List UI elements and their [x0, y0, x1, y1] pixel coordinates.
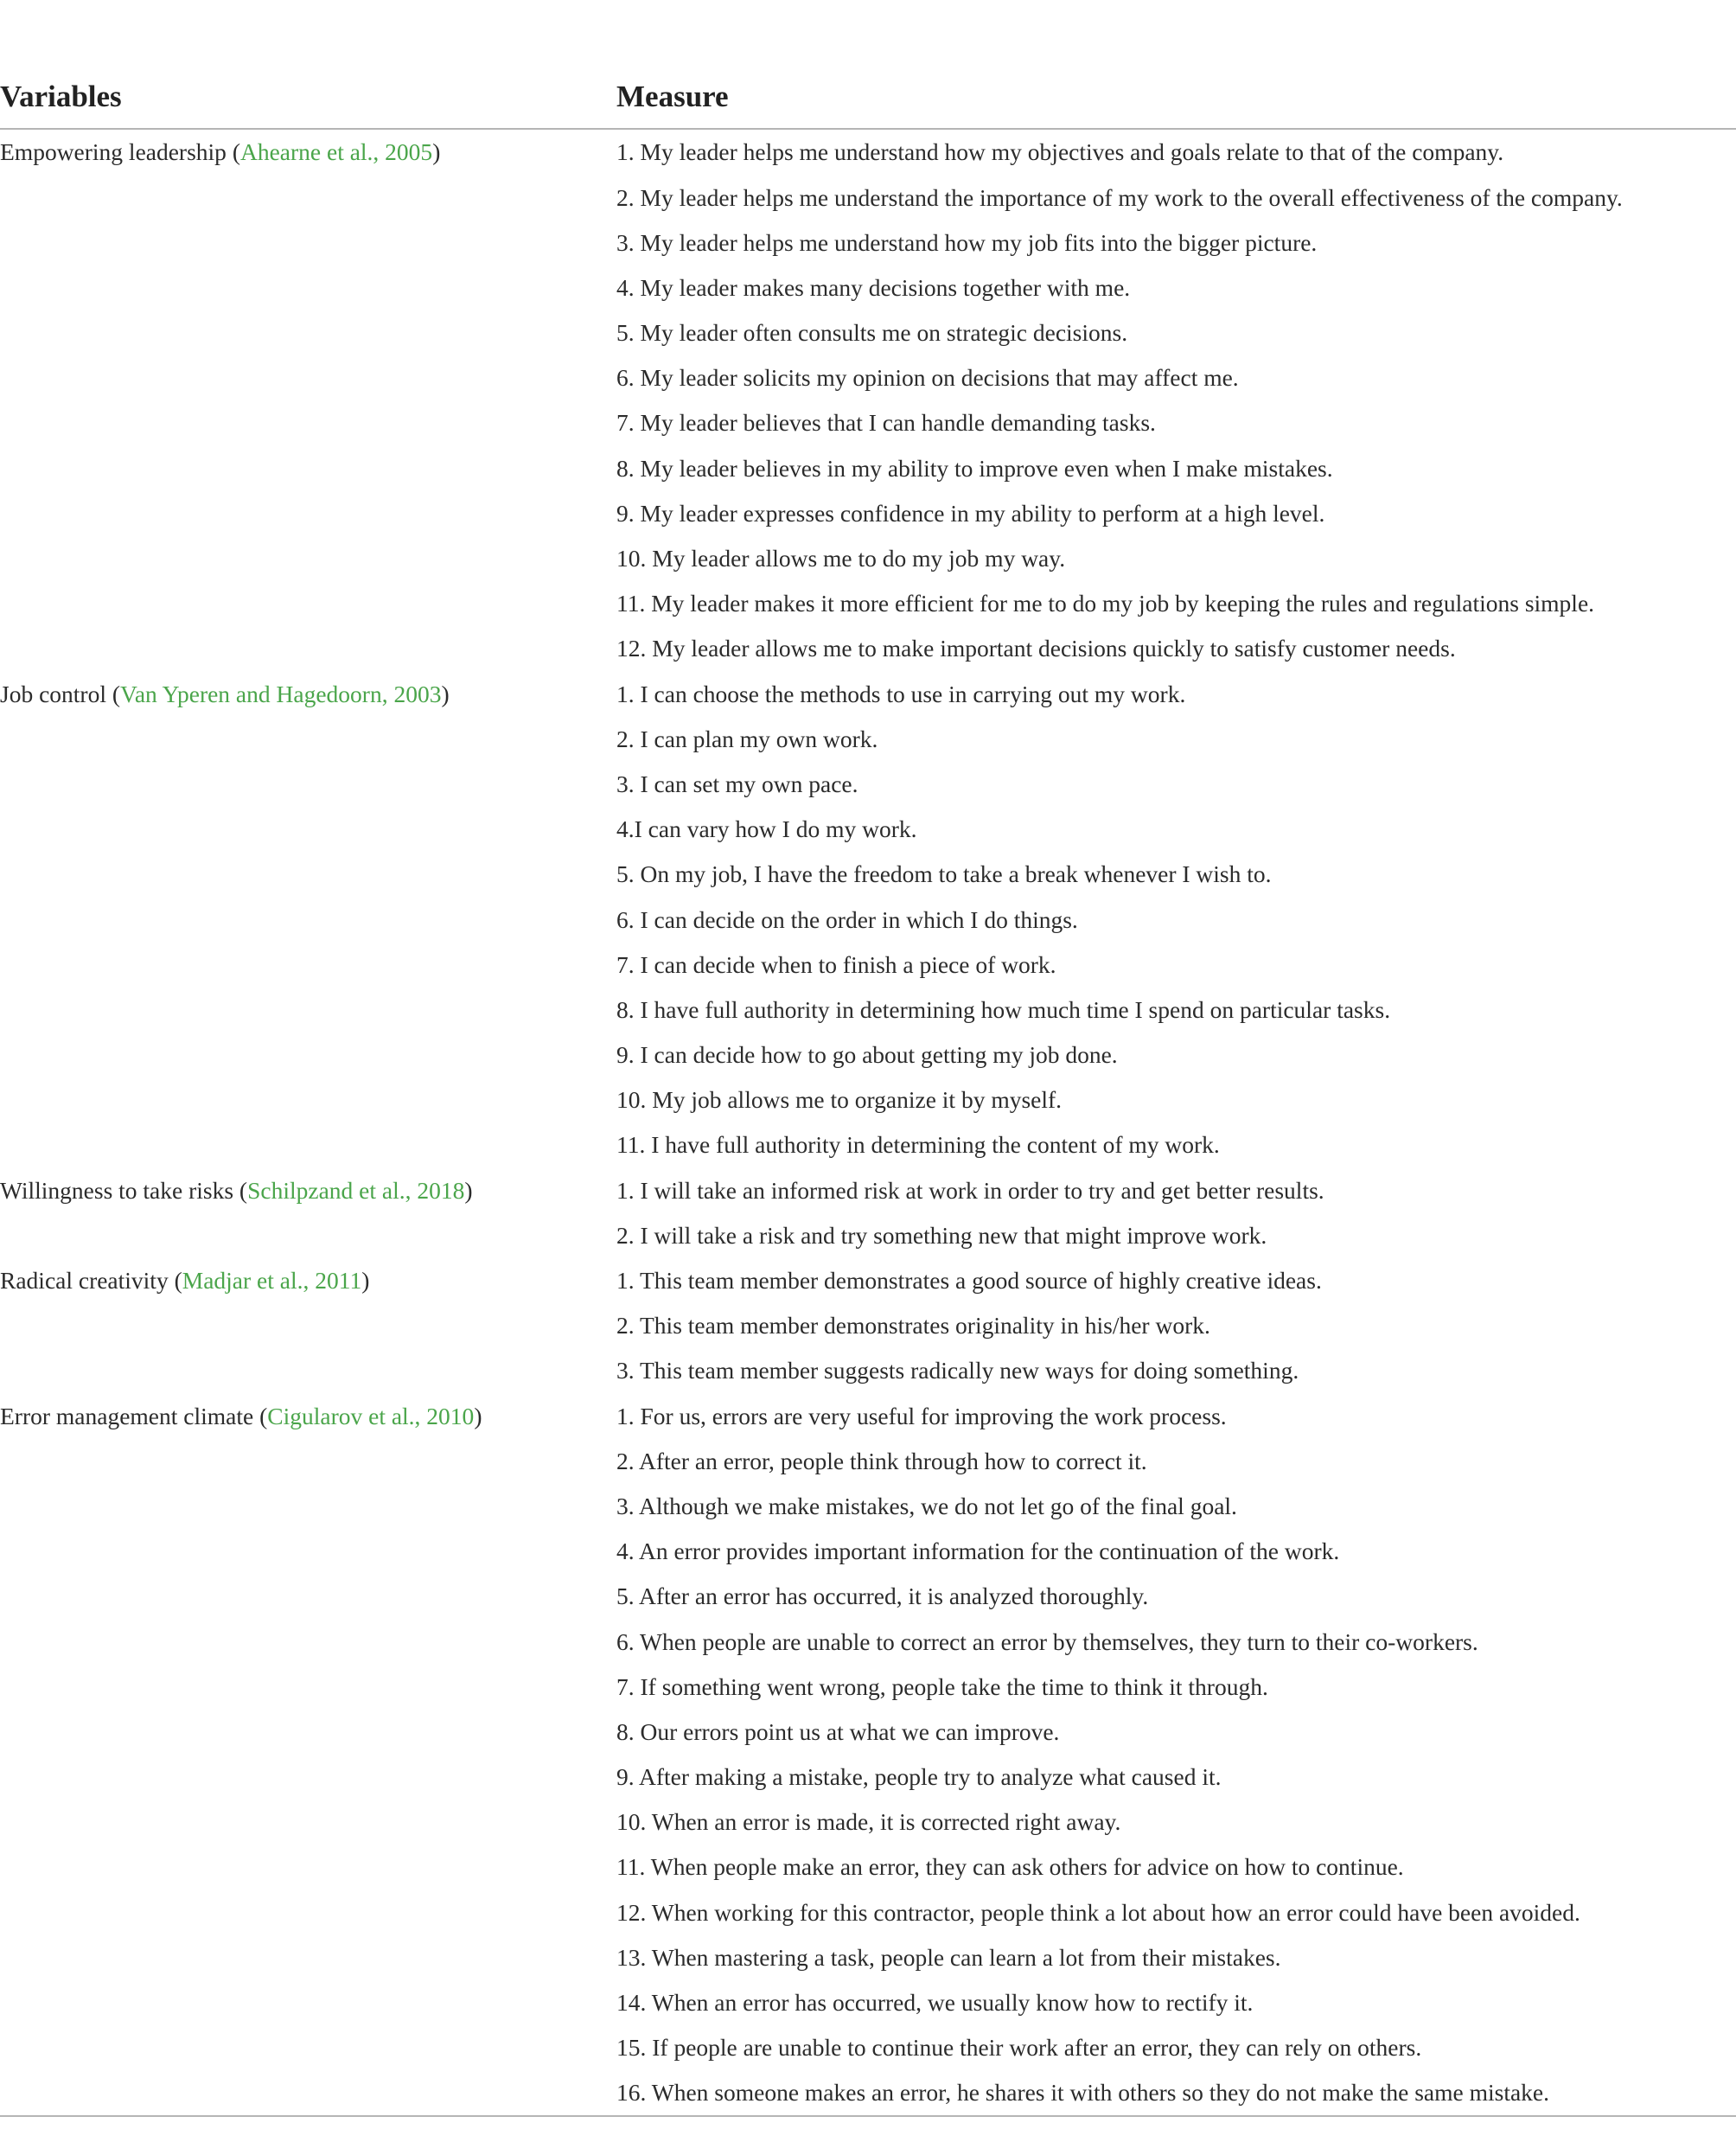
table-body [0, 129, 1736, 2116]
variable-cell [0, 1484, 616, 1529]
table-row [0, 1800, 1736, 1845]
table-row [0, 1033, 1736, 1077]
measure-item: 12. My leader allows me to make important decisions quickly to satisfy customer needs. [616, 635, 1456, 662]
table-row [0, 1167, 1736, 1212]
table-row [0, 942, 1736, 987]
measure-item: 9. I can decide how to go about getting my job done. [616, 1041, 1118, 1069]
table-row [0, 445, 1736, 490]
variable-cell: Job control (Van Yperen and Hagedoorn, 2003) [0, 680, 450, 707]
variable-cell [0, 400, 616, 445]
measure-item: 3. I can set my own pace. [616, 770, 858, 797]
variable-cell [0, 1574, 616, 1619]
variable-cell [0, 897, 616, 942]
variable-cell [0, 310, 616, 355]
table-row [0, 400, 1736, 445]
measure-item: 1. I can choose the methods to use in carrying out my work. [616, 680, 1186, 707]
measure-item: 8. My leader believes in my ability to improve even when I make mistakes. [616, 454, 1333, 482]
measure-item: 2. This team member demonstrates originality in his/her work. [616, 1312, 1210, 1340]
measure-item: 14. When an error has occurred, we usually know how to rectify it. [616, 1989, 1254, 2017]
variable-cell [0, 2070, 616, 2116]
variable-name: Radical creativity [0, 1267, 169, 1295]
measure-item: 1. For us, errors are very useful for improving the work process. [616, 1402, 1227, 1429]
variable-cell [0, 1755, 616, 1800]
citation-link[interactable]: Schilpzand et al., 2018 [247, 1176, 465, 1204]
variable-cell [0, 1213, 616, 1258]
variable-cell [0, 762, 616, 807]
table-row [0, 1348, 1736, 1393]
table-row [0, 1529, 1736, 1574]
measure-item: 4.I can vary how I do my work. [616, 815, 917, 843]
table-row [0, 1710, 1736, 1755]
table-row [0, 2025, 1736, 2070]
table-row [0, 671, 1736, 716]
table-row [0, 897, 1736, 942]
measure-item: 3. My leader helps me understand how my job fits into the bigger picture. [616, 228, 1318, 256]
variable-cell [0, 1122, 616, 1167]
variable-cell: Radical creativity (Madjar et al., 2011) [0, 1267, 370, 1295]
measure-item: 4. An error provides important information for the continuation of the work. [616, 1538, 1340, 1565]
measure-item: 13. When mastering a task, people can learn a lot from their mistakes. [616, 1943, 1281, 1971]
variable-cell: Error management climate (Cigularov et al., 2010) [0, 1402, 482, 1429]
measure-item: 6. My leader solicits my opinion on decisions that may affect me. [616, 364, 1239, 392]
measure-item: 3. Although we make mistakes, we do not let go of the final goal. [616, 1492, 1237, 1519]
variable-cell [0, 1935, 616, 1980]
table-row [0, 1664, 1736, 1709]
table-row [0, 852, 1736, 897]
measure-item: 5. After an error has occurred, it is analyzed thoroughly. [616, 1583, 1149, 1610]
table-row [0, 988, 1736, 1033]
table-row [0, 1393, 1736, 1438]
variable-cell [0, 1529, 616, 1574]
table-row [0, 1980, 1736, 2025]
measure-item: 1. My leader helps me understand how my objectives and goals relate to that of the company. [616, 138, 1504, 166]
variable-cell [0, 1664, 616, 1709]
measure-item: 9. After making a mistake, people try to analyze what caused it. [616, 1763, 1222, 1791]
variable-cell [0, 1845, 616, 1889]
table-row [0, 1845, 1736, 1889]
table-row [0, 1438, 1736, 1483]
table-row [0, 1258, 1736, 1303]
variable-cell [0, 2025, 616, 2070]
citation-link[interactable]: Ahearne et al., 2005 [239, 138, 433, 166]
table-row [0, 1213, 1736, 1258]
variable-cell [0, 1303, 616, 1348]
measure-item: 7. If something went wrong, people take the time to think it through. [616, 1672, 1268, 1700]
variable-cell [0, 355, 616, 400]
citation-link[interactable]: Cigularov et al., 2010 [267, 1402, 475, 1429]
table-row [0, 762, 1736, 807]
measure-item: 2. After an error, people think through how to correct it. [616, 1447, 1147, 1474]
table-row [0, 1935, 1736, 1980]
measure-item: 5. My leader often consults me on strategic decisions. [616, 319, 1128, 347]
header-measure: Measure [616, 66, 1736, 129]
table-row [0, 265, 1736, 310]
measure-item: 3. This team member suggests radically new ways for doing something. [616, 1357, 1299, 1384]
variable-cell [0, 491, 616, 536]
measure-item: 11. When people make an error, they can ask others for advice on how to continue. [616, 1853, 1404, 1881]
variable-cell [0, 1077, 616, 1122]
measure-item: 11. I have full authority in determining the content of my work. [616, 1131, 1220, 1159]
variable-name: Error management climate [0, 1402, 254, 1429]
measure-item: 9. My leader expresses confidence in my ability to perform at a high level. [616, 499, 1325, 527]
measure-item: 4. My leader makes many decisions together with me. [616, 273, 1131, 301]
variable-cell [0, 265, 616, 310]
measure-item: 2. I can plan my own work. [616, 725, 878, 752]
measure-item: 1. This team member demonstrates a good source of highly creative ideas. [616, 1267, 1322, 1295]
variable-name: Job control [0, 680, 106, 707]
variable-cell [0, 1710, 616, 1755]
measure-item: 12. When working for this contractor, people think a lot about how an error could have been avoided. [616, 1898, 1580, 1926]
variable-cell [0, 1033, 616, 1077]
header-row [0, 66, 1736, 129]
measure-item: 1. I will take an informed risk at work in order to try and get better results. [616, 1176, 1324, 1204]
measure-item: 7. My leader believes that I can handle demanding tasks. [616, 409, 1156, 437]
measures-table [0, 66, 1736, 2117]
measure-item: 10. When an error is made, it is corrected right away. [616, 1808, 1121, 1836]
citation-link[interactable]: Madjar et al., 2011 [182, 1267, 362, 1295]
variable-cell [0, 1889, 616, 1934]
measure-item: 2. My leader helps me understand the importance of my work to the overall effectiveness of the company. [616, 183, 1623, 211]
table-row [0, 129, 1736, 175]
measure-item: 6. When people are unable to correct an error by themselves, they turn to their co-workers. [616, 1627, 1478, 1655]
table-row [0, 2070, 1736, 2116]
variable-cell [0, 1438, 616, 1483]
variable-cell [0, 1348, 616, 1393]
measure-item: 7. I can decide when to finish a piece of work. [616, 950, 1056, 978]
table-row [0, 310, 1736, 355]
table-row [0, 581, 1736, 626]
variable-name: Willingness to take risks [0, 1176, 234, 1204]
measure-item: 11. My leader makes it more efficient for me to do my job by keeping the rules and regulations simple. [616, 590, 1595, 617]
table-header [0, 66, 1736, 129]
table-row [0, 1122, 1736, 1167]
table-row [0, 1755, 1736, 1800]
variable-cell [0, 626, 616, 671]
table-row [0, 1303, 1736, 1348]
variable-cell [0, 942, 616, 987]
table-row [0, 716, 1736, 761]
variable-cell [0, 807, 616, 852]
table-row [0, 626, 1736, 671]
table-row [0, 1889, 1736, 1934]
variable-cell [0, 1980, 616, 2025]
table-row [0, 1077, 1736, 1122]
measure-item: 16. When someone makes an error, he shares it with others so they do not make the same mistake. [616, 2070, 1736, 2116]
measure-item: 10. My job allows me to organize it by myself. [616, 1086, 1063, 1114]
variable-cell [0, 716, 616, 761]
measure-item: 6. I can decide on the order in which I do things. [616, 905, 1078, 933]
table-row [0, 807, 1736, 852]
variable-cell [0, 988, 616, 1033]
table-row [0, 175, 1736, 220]
measure-item: 8. Our errors point us at what we can improve. [616, 1717, 1060, 1745]
variable-cell: Empowering leadership (Ahearne et al., 2005) [0, 138, 441, 166]
header-variables: Variables [0, 66, 616, 129]
variable-cell: Willingness to take risks (Schilpzand et al., 2018) [0, 1176, 473, 1204]
measure-item: 15. If people are unable to continue their work after an error, they can rely on others. [616, 2034, 1422, 2062]
table-row [0, 491, 1736, 536]
table-row [0, 1484, 1736, 1529]
variable-cell [0, 852, 616, 897]
variable-cell [0, 445, 616, 490]
variable-cell [0, 220, 616, 265]
table-row [0, 220, 1736, 265]
table-row [0, 536, 1736, 581]
variable-cell [0, 1619, 616, 1664]
variable-cell [0, 536, 616, 581]
variable-cell [0, 581, 616, 626]
table-row [0, 355, 1736, 400]
measure-item: 10. My leader allows me to do my job my way. [616, 545, 1066, 572]
variable-cell [0, 175, 616, 220]
variable-name: Empowering leadership [0, 138, 227, 166]
table-row [0, 1574, 1736, 1619]
measure-item: 8. I have full authority in determining how much time I spend on particular tasks. [616, 995, 1391, 1023]
citation-link[interactable]: Van Yperen and Hagedoorn, 2003 [120, 680, 442, 707]
measure-item: 2. I will take a risk and try something new that might improve work. [616, 1221, 1267, 1249]
variable-cell [0, 1800, 616, 1845]
measure-item: 5. On my job, I have the freedom to take a break whenever I wish to. [616, 860, 1272, 888]
table-row [0, 1619, 1736, 1664]
